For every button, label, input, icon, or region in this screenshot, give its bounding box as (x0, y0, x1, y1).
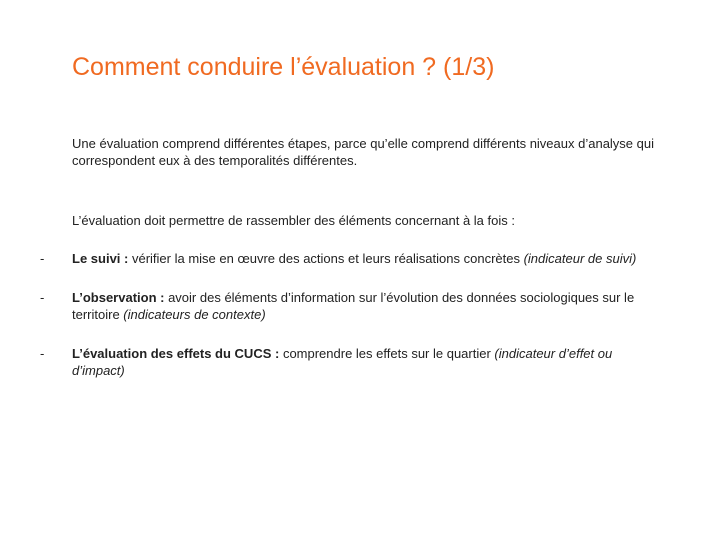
bullet-item-suivi (0, 250, 720, 267)
bullet-note: (indicateurs de contexte) (123, 307, 266, 322)
bullet-term: L’évaluation des effets du CUCS : (72, 346, 280, 361)
bullet-note: (indicateur de suivi) (523, 251, 637, 266)
bullet-dash: - (40, 251, 45, 266)
bullet-text (72, 289, 662, 323)
slide-title: Comment conduire l’évaluation ? (1/3) (72, 53, 495, 81)
bullet-item-effets (0, 345, 720, 379)
bullet-note: (indicateur d’effet ou d’impact) (72, 346, 613, 378)
bullet-list (0, 250, 720, 401)
bullet-term: L’observation : (72, 290, 165, 305)
bullet-item-observation (0, 289, 720, 323)
bullet-term: Le suivi : (72, 251, 129, 266)
bullet-dash: - (40, 290, 45, 305)
bullet-description: avoir des éléments d’information sur l’évolution des données sociologiques sur le territoire (72, 290, 635, 322)
bullet-text (72, 250, 662, 267)
intro-paragraph: Une évaluation comprend différentes étapes, parce qu’elle comprend différents niveaux d’analyse qui correspondent eux à des temporalités différentes. (72, 136, 654, 168)
bullet-dash: - (40, 346, 45, 361)
bullet-description: vérifier la mise en œuvre des actions et leurs réalisations concrètes (128, 251, 524, 266)
lead-paragraph: L’évaluation doit permettre de rassembler des éléments concernant à la fois : (72, 213, 515, 228)
bullet-text (72, 345, 662, 379)
bullet-description: comprendre les effets sur le quartier (279, 346, 495, 361)
